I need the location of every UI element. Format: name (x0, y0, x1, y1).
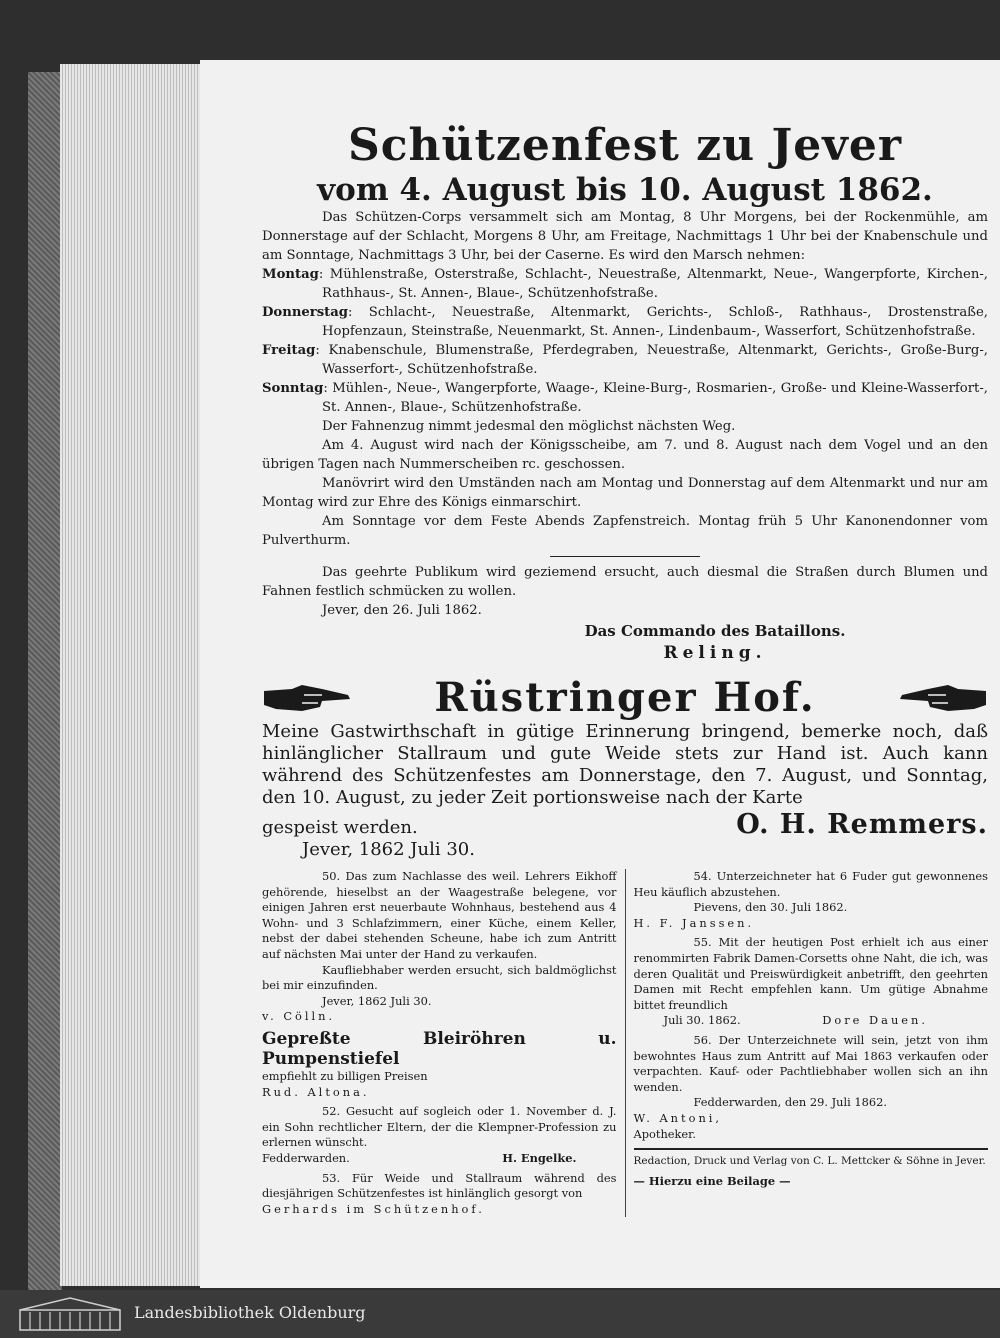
hof-last-line: gespeist werden. (262, 817, 418, 838)
ad-footer-row (262, 1151, 617, 1167)
library-footer-bar (0, 1290, 1000, 1338)
announcement-subtitle: vom 4. August bis 10. August 1862. (317, 172, 933, 208)
announcement-paragraph: Der Fahnenzug nimmt jedesmal den möglichst nächsten Weg. (322, 419, 736, 434)
pointing-hand-right-icon (262, 681, 352, 715)
imprint-rule (634, 1148, 989, 1150)
ad-text: 53. Für Weide und Stallraum während des diesjährigen Schützenfestes ist hinlänglich gesorgt von (262, 1170, 617, 1201)
ad-signer: v. Cölln. (262, 1009, 336, 1024)
announcement-dateline: Jever, den 26. Juli 1862. (322, 603, 482, 618)
route-text: : Mühlenstraße, Osterstraße, Schlacht-, Neuestraße, Altenmarkt, Neue-, Wangerpforte, Kirchen-, Rathhaus-, St. Annen-, Blaue-, Schützenhofstraße. (318, 267, 988, 301)
announcement-title: Schützenfest zu Jever (347, 120, 903, 171)
ad-signer: H. Engelke. (502, 1150, 577, 1165)
ad-text: 54. Unterzeichneter hat 6 Fuder gut gewonnenes Heu käuflich abzustehen. (633, 869, 988, 899)
ad-date: Fedderwarden, den 29. Juli 1862. (693, 1095, 888, 1110)
ad-text: Kaufliebhaber werden ersucht, sich baldmöglichst bei mir einzufinden. (262, 962, 617, 993)
ad-signer: Gerhards im Schützenhof. (262, 1201, 485, 1216)
page-content (262, 120, 988, 1217)
announcement-paragraph: Am 4. August wird nach der Königsscheibe, am 7. und 8. August nach dem Vogel und an den übrigen Tagen nach Nummerscheiben rc. geschossen. (262, 438, 988, 472)
route-text: : Mühlen-, Neue-, Wangerpforte, Waage-, Kleine-Burg-, Rosmarien-, Große- und Kleine-Wasserfort-, St. Annen-, Blaue-, Schützenhofstraße. (322, 381, 988, 415)
ad-text: 56. Der Unterzeichnete will sein, jetzt von ihm bewohntes Haus zum Antritt auf Mai 1863 verkaufen oder verpachten. Kauf- oder Pachtliebhaber wollen sich an ihn wenden. (633, 1032, 988, 1094)
route-donnerstag (262, 303, 988, 341)
ad-place: Fedderwarden. (262, 1150, 350, 1165)
route-text: : Schlacht-, Neuestraße, Altenmarkt, Gerichts-, Schloß-, Rathhaus-, Drostenstraße, Hopfenzaun, Steinstraße, Neuenmarkt, St. Annen-, Lindenbaum-, Wasserfort, Schützenhofstraße. (322, 305, 988, 339)
route-day: Freitag (262, 343, 316, 358)
announcement-signature: Das Commando des Bataillons. (584, 622, 846, 640)
hof-body: Meine Gastwirthschaft in gütige Erinnerung bringend, bemerke noch, daß hinlänglicher Stallraum und gute Weide stets zur Hand ist. Auch kann während des Schützenfestes am Donnerstage, den 7. August, und Sonntag, den 10. August, zu jeder Zeit portionsweise nach der Karte (262, 721, 988, 808)
hof-left (262, 817, 475, 861)
page-edges (60, 64, 200, 1286)
ad-text: 52. Gesucht auf sogleich oder 1. November d. J. ein Sohn rechtlicher Eltern, der die Klempner-Profession zu erlernen wünscht. (262, 1104, 617, 1150)
imprint: Redaction, Druck und Verlag von C. L. Mettcker & Söhne in Jever. (633, 1155, 986, 1168)
hof-heading (262, 674, 988, 721)
hof-footer-row (262, 809, 988, 861)
ad-signer: Dore Dauen. (822, 1013, 928, 1028)
announcement-paragraph: Am Sonntage vor dem Feste Abends Zapfenstreich. Montag früh 5 Uhr Kanonendonner vom Pulverthurm. (262, 514, 988, 548)
announcement-intro: Das Schützen-Corps versammelt sich am Montag, 8 Uhr Morgens, bei der Rockenmühle, am Donnerstage auf der Schlacht, Morgens 8 Uhr, am Freitage, Nachmittags 1 Uhr bei der Knabenschule und am Sonntage, Nachmittags 3 Uhr, bei der Caserne. Es wird den Marsch nehmen: (262, 210, 988, 263)
announcement-paragraph: Manövrirt wird den Umständen nach am Montag und Donnerstag auf dem Altenmarkt und nur am Montag wird zur Ehre des Königs einmarschirt. (262, 476, 988, 510)
ad-signer: Rud. Altona. (262, 1084, 370, 1099)
pointing-hand-left-icon (898, 681, 988, 715)
library-name: Landesbibliothek Oldenburg (134, 1303, 366, 1322)
ad-headline: Gepreßte Bleiröhren u. Pumpenstiefel (262, 1028, 617, 1069)
route-sonntag (262, 379, 988, 417)
ad-signer: H. F. Janssen. (633, 915, 755, 930)
announcement-signer: Reling. (663, 643, 767, 663)
ad-text: 50. Das zum Nachlasse des weil. Lehrers Eikhoff gehörende, hieselbst an der Waagestraße belegene, vor einigen Jahren erst neuerbaute Wohnhaus, bestehend aus 4 Wohn- und 3 Schlafzimmern, einer Küche, einem Keller, nebst der dabei stehenden Scheune, habe ich zum Antritt auf nächsten Mai unter der Hand zu verkaufen. (262, 869, 617, 961)
ad-text: empfiehlt zu billigen Preisen (262, 1068, 428, 1083)
hof-title: Rüstringer Hof. (434, 674, 816, 721)
route-day: Donnerstag (262, 305, 349, 320)
ad-date: Juli 30. 1862. (663, 1013, 741, 1028)
ad-text: 55. Mit der heutigen Post erhielt ich aus einer renommirten Fabrik Damen-Corsetts ohne Naht, die ich, was deren Qualität und Preiswürdigkeit anbetrifft, den geehrten Damen mit Recht empfehlen kann. Um gütige Abnahme bittet freundlich (633, 935, 988, 1012)
announcement-request: Das geehrte Publikum wird geziemend ersucht, auch diesmal die Straßen durch Blumen und Fahnen festlich schmücken zu wollen. (262, 565, 988, 599)
separator-line (550, 556, 700, 557)
classified-columns (262, 869, 988, 1217)
newspaper-page (200, 60, 1000, 1288)
ad-signer: W. Antoni, (633, 1110, 723, 1125)
ad-footer-row (634, 1013, 989, 1029)
book-spine (28, 72, 62, 1290)
library-building-logo-icon (18, 1296, 122, 1332)
hof-date: Jever, 1862 Juli 30. (302, 839, 475, 860)
route-day: Montag (262, 267, 319, 282)
supplement-note: — Hierzu eine Beilage — (633, 1173, 791, 1188)
route-montag (262, 265, 988, 303)
ad-date: Pievens, den 30. Juli 1862. (693, 900, 848, 915)
ad-date: Jever, 1862 Juli 30. (322, 993, 432, 1008)
route-freitag (262, 341, 988, 379)
route-text: : Knabenschule, Blumenstraße, Pferdegraben, Neuestraße, Altenmarkt, Gerichts-, Große-Burg-, Wasserfort-, Schützenhofstraße. (315, 343, 988, 377)
ad-signer-title: Apotheker. (633, 1126, 696, 1141)
route-day: Sonntag (262, 381, 324, 396)
hof-owner: O. H. Remmers. (736, 809, 988, 840)
classified-column-right (626, 869, 989, 1217)
classified-column-left (262, 869, 626, 1217)
